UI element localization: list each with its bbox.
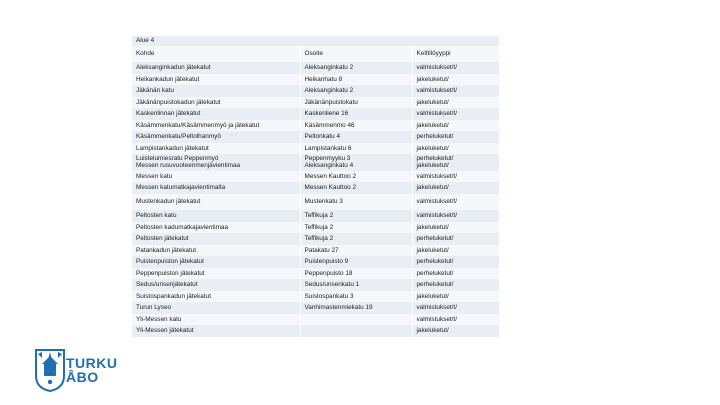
table-row — [132, 62, 499, 74]
table-row — [132, 222, 499, 234]
cell-osoite: Lampistankatu 6 — [300, 143, 412, 155]
cell-osoite: Teffikuja 2 — [300, 233, 412, 245]
cell-osoite: Patakatu 27 — [300, 245, 412, 257]
cell-kohde: Lampistankadun jätekatut — [132, 143, 300, 155]
cell-osoite: Peltonkatu 4 — [300, 131, 412, 143]
cell-kohde: Käsämmenkatu/Peltolhanmyö — [132, 131, 300, 143]
table-row — [132, 131, 499, 143]
cell-kohde — [132, 154, 300, 171]
table-title: Alue 4 — [132, 36, 499, 46]
cell-tyyppi: jakeluketut/ — [412, 291, 499, 303]
table-row — [132, 256, 499, 268]
cell-tyyppi: perheluketut/ — [412, 233, 499, 245]
table-row — [132, 97, 499, 109]
cell-osoite: Heikanhatu 8 — [300, 74, 412, 86]
table-row — [132, 143, 499, 155]
cell-kohde: Peppenpuiston jätekatut — [132, 268, 300, 280]
header-cell: Kelttilöyyppi — [412, 46, 499, 63]
cell-osoite — [300, 314, 412, 326]
cell-tyyppi: jakeluketut/ — [412, 245, 499, 257]
header-cell: Osoite — [300, 46, 412, 63]
cell-osoite: Aleksanginkatu 2 — [300, 85, 412, 97]
cell-tyyppi: jakeluketut/ — [412, 143, 499, 155]
cell-kohde: Puistenpuiston jätekatut — [132, 256, 300, 268]
table-row — [132, 245, 499, 257]
table-header-row — [132, 46, 499, 63]
cell-osoite: Käsämmenmo 46 — [300, 120, 412, 132]
cell-line: perheluketut/ — [416, 155, 454, 163]
cell-kohde: Yli-Messen katu — [132, 314, 300, 326]
table-row — [132, 279, 499, 291]
cell-tyyppi: valmistukset/t/ — [412, 62, 499, 74]
table-row — [132, 314, 499, 326]
cell-osoite: Messen Kauttoo 2 — [300, 171, 412, 183]
cell-kohde: Mustenkadun jätekatut — [132, 194, 300, 211]
cell-osoite: Peppenpuisto 18 — [300, 268, 412, 280]
table-row — [132, 171, 499, 183]
cell-kohde: Patankadun jätekatut — [132, 245, 300, 257]
cell-tyyppi: jakeluketut/ — [412, 97, 499, 109]
cell-osoite: Puistenpuisto 9 — [300, 256, 412, 268]
cell-kohde: Peltosten katu — [132, 210, 300, 222]
cell-osoite: Messen Kauttoo 2 — [300, 182, 412, 194]
table-row — [132, 182, 499, 194]
cell-tyyppi: valmistukset/t/ — [412, 194, 499, 211]
cell-tyyppi: jakeluketut/ — [412, 74, 499, 86]
cell-osoite: Aleksanginkatu 2 — [300, 62, 412, 74]
logo-line-2: ÅBO — [66, 369, 99, 385]
cell-kohde: Messen katu — [132, 171, 300, 183]
table-body — [132, 62, 499, 337]
cell-kohde: Suistospankadun jätekatut — [132, 291, 300, 303]
cell-line: Luistelumiesratu Peppenmyö — [136, 155, 219, 163]
cell-tyyppi: jakeluketut/ — [412, 120, 499, 132]
cell-tyyppi: valmistukset/t/ — [412, 85, 499, 97]
cell-osoite — [300, 154, 412, 171]
cell-line: Peppenmyyku 3 — [304, 155, 351, 163]
cell-kohde: Käsämmenkatu/Käsämmenmyö ja jätekatut — [132, 120, 300, 132]
cell-line: Aleksanginkatu 4 — [304, 162, 354, 170]
logo-line-1: TURKU — [66, 355, 118, 371]
table-row — [132, 302, 499, 314]
cell-tyyppi: valmistukset/t/ — [412, 108, 499, 120]
cell-tyyppi: valmistukset/t/ — [412, 210, 499, 222]
cell-osoite: Kaskenliene 16 — [300, 108, 412, 120]
cell-kohde: Yli-Messen jätekatut — [132, 325, 300, 337]
cell-tyyppi: valmistukset/t/ — [412, 171, 499, 183]
cell-tyyppi: jakeluketut/ — [412, 325, 499, 337]
cell-kohde: Turun Lyseo — [132, 302, 300, 314]
cell-osoite: Sedus/unsenkatu 1 — [300, 279, 412, 291]
table-row — [132, 210, 499, 222]
cell-tyyppi: perheluketut/ — [412, 268, 499, 280]
turku-logo-wordmark — [66, 356, 118, 384]
table-row — [132, 74, 499, 86]
cell-tyyppi: perheluketut/ — [412, 131, 499, 143]
cell-osoite: Suistospankatu 3 — [300, 291, 412, 303]
cell-kohde: Jäkänänpuistokadun jätekatut — [132, 97, 300, 109]
table-row — [132, 120, 499, 132]
cell-tyyppi: valmistukset/t/ — [412, 302, 499, 314]
cell-tyyppi: jakeluketut/ — [412, 222, 499, 234]
cell-kohde: Peltosten kadumatkajavientimaa — [132, 222, 300, 234]
table-row — [132, 154, 499, 171]
area-table — [132, 36, 499, 337]
cell-kohde: Aleksanginkadun jätekatut — [132, 62, 300, 74]
cell-kohde: Sedus/unsenjätekatut — [132, 279, 300, 291]
cell-osoite: Teffikuja 2 — [300, 210, 412, 222]
table-row — [132, 85, 499, 97]
cell-osoite: Teffikuja 2 — [300, 222, 412, 234]
header-cell: Kohde — [132, 46, 300, 63]
table-row — [132, 233, 499, 245]
table-title-row — [132, 36, 499, 46]
cell-kohde: Kaskenlinnan jätekatut — [132, 108, 300, 120]
table-row — [132, 268, 499, 280]
cell-line: Messen rusuvuoteenmenjävientimaa — [136, 162, 241, 170]
cell-kohde: Messen katumatkajavientimalta — [132, 182, 300, 194]
cell-kohde: Heikankadun jätekatut — [132, 74, 300, 86]
table-row — [132, 291, 499, 303]
cell-kohde: Jäkänän katu — [132, 85, 300, 97]
cell-line: jakeluketut/ — [416, 162, 449, 170]
table-row — [132, 108, 499, 120]
cell-osoite: Mustenkatu 3 — [300, 194, 412, 211]
table-row — [132, 325, 499, 337]
cell-osoite — [300, 325, 412, 337]
cell-tyyppi: perheluketut/ — [412, 279, 499, 291]
table-row — [132, 194, 499, 211]
cell-tyyppi — [412, 154, 499, 171]
cell-osoite: Vanhimastenmiekatu 19 — [300, 302, 412, 314]
cell-tyyppi: valmistukset/t/ — [412, 314, 499, 326]
cell-tyyppi: jakeluketut/ — [412, 182, 499, 194]
cell-osoite: Jäkänänpuistokatu — [300, 97, 412, 109]
cell-kohde: Peltosten jätekatut — [132, 233, 300, 245]
cell-tyyppi: perheluketut/ — [412, 256, 499, 268]
